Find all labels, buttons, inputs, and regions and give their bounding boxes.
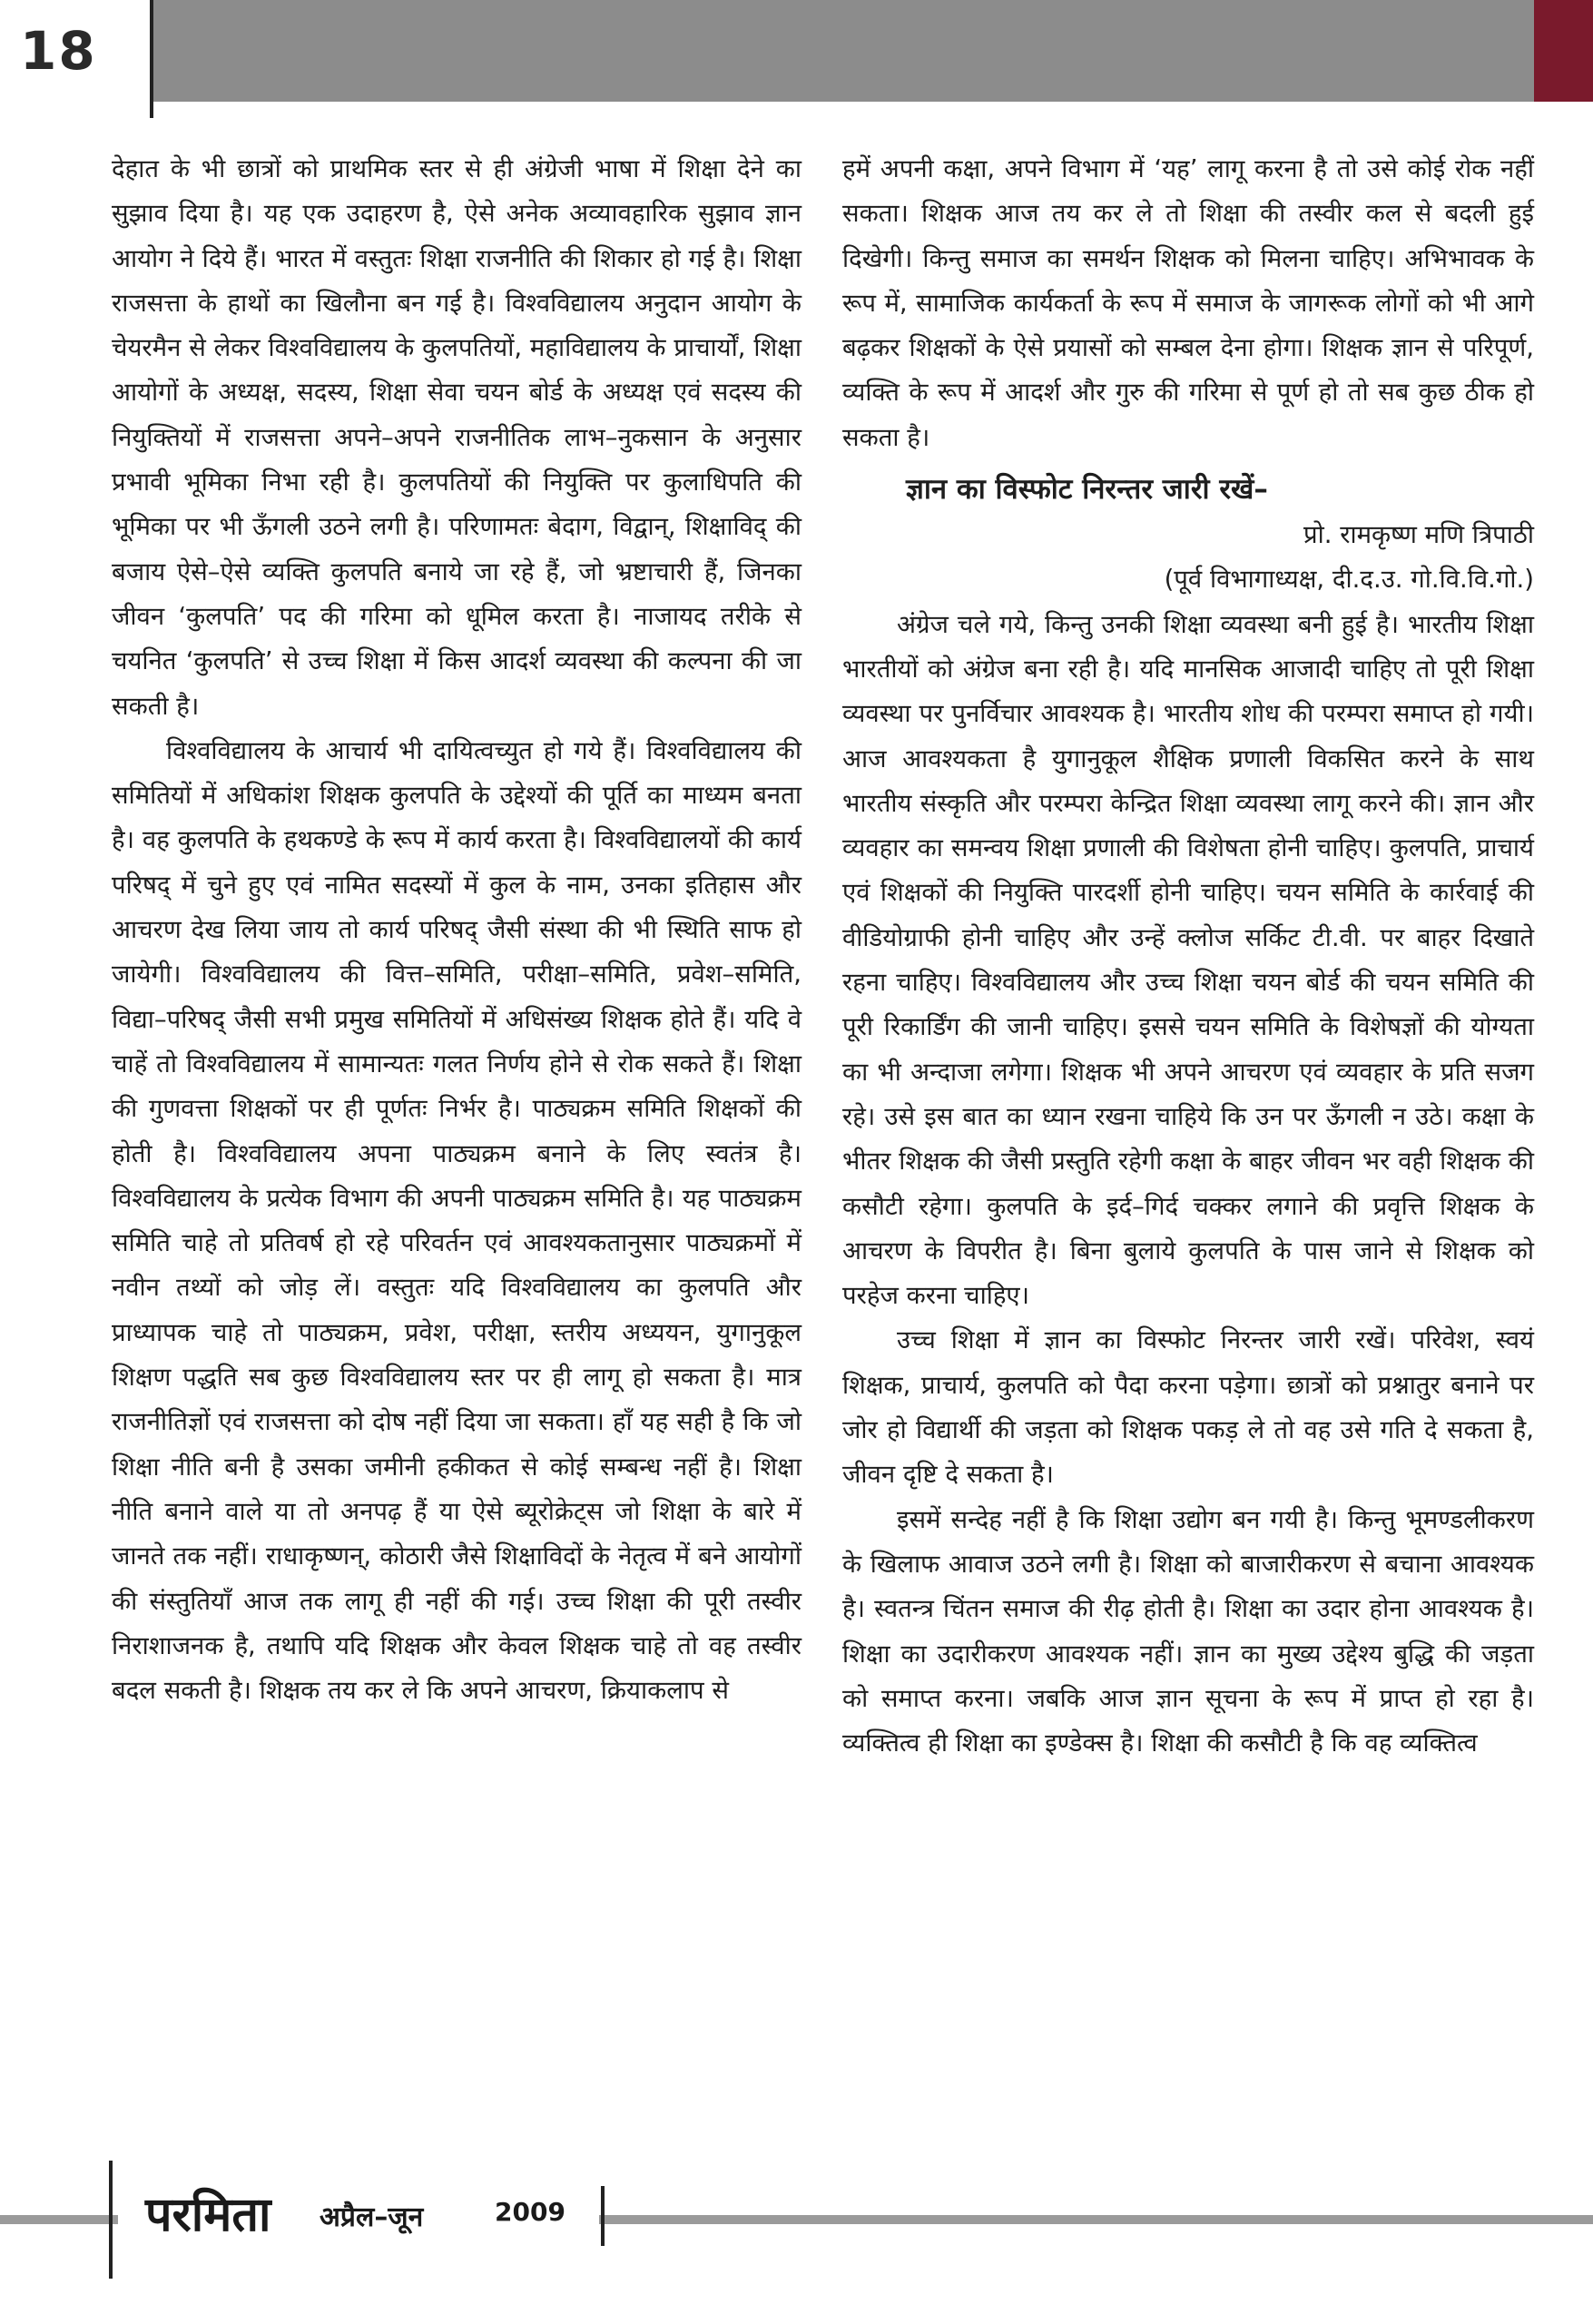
page-number-box bbox=[0, 0, 153, 118]
left-paragraph-1: देहात के भी छात्रों को प्राथमिक स्तर से ही अंग्रेजी भाषा में शिक्षा देने का सुझाव दिया है। यह एक उदाहरण है, ऐसे अनेक अव्यावहारिक सुझाव ज्ञान आयोग ने दिये हैं। भारत में वस्तुतः शिक्षा राजनीति की शिकार हो गई है। शिक्षा राजसत्ता के हाथों का खिलौना बन गई है। विश्वविद्यालय अनुदान आयोग के चेयरमैन से लेकर विश्वविद्यालय के कुलपतियों, महाविद्यालय के प्राचार्यों, शिक्षा आयोगों के अध्यक्ष, सदस्य, शिक्षा सेवा चयन बोर्ड के अध्यक्ष एवं सदस्य की नियुक्तियों में राजसत्ता अपने–अपने राजनीतिक लाभ–नुकसान के अनुसार प्रभावी भूमिका निभा रही है। कुलपतियों की नियुक्ति पर कुलाधिपति की भूमिका पर भी ऊँगली उठने लगी है। परिणामतः बेदाग, विद्वान्, शिक्षाविद् की बजाय ऐसे–ऐसे व्यक्ति कुलपति बनाये जा रहे हैं, जो भ्रष्टाचारी हैं, जिनका जीवन ‘कुलपति’ पद की गरिमा को धूमिल करता है। नाजायद तरीके से चयनित ‘कुलपति’ से उच्च शिक्षा में किस आदर्श व्यवस्था की कल्पना की जा सकती है। bbox=[112, 154, 801, 721]
left-column bbox=[112, 147, 801, 1713]
footer-left-divider bbox=[109, 2161, 113, 2279]
magazine-name: परमिता bbox=[145, 2188, 271, 2242]
right-paragraph-1: अंग्रेज चले गये, किन्तु उनकी शिक्षा व्यवस्था बनी हुई है। भारतीय शिक्षा भारतीयों को अंग्रेज बना रही है। यदि मानसिक आजादी चाहिए तो पूरी शिक्षा व्यवस्था पर पुनर्विचार आवश्यक है। भारतीय शोध की परम्परा समाप्त हो गयी। आज आवश्यकता है युगानुकूल शैक्षिक प्रणाली विकसित करने के साथ भारतीय संस्कृति और परम्परा केन्द्रित शिक्षा व्यवस्था लागू करने की। ज्ञान और व्यवहार का समन्वय शिक्षा प्रणाली की विशेषता होनी चाहिए। कुलपति, प्राचार्य एवं शिक्षकों की नियुक्ति पारदर्शी होनी चाहिए। चयन समिति के कार्रवाई की वीडियोग्राफी होनी चाहिए और उन्हें क्लोज सर्किट टी.वी. पर बाहर दिखाते रहना चाहिए। विश्वविद्यालय और उच्च शिक्षा चयन बोर्ड की चयन समिति की पूरी रिकार्डिंग की जानी चाहिए। इससे चयन समिति के विशेषज्ञों की योग्यता का भी अन्दाजा लगेगा। शिक्षक भी अपने आचरण एवं व्यवहार के प्रति सजग रहे। उसे इस बात का ध्यान रखना चाहिये कि उन पर ऊँगली न उठे। कक्षा के भीतर शिक्षक की जैसी प्रस्तुति रहेगी कक्षा के बाहर जीवन भर वही शिक्षक की कसौटी रहेगा। कुलपति के इर्द–गिर्द चक्कर लगाने की प्रवृत्ति शिक्षक के आचरण के विपरीत है। बिना बुलाये कुलपति के पास जाने से शिक्षक को परहेज करना चाहिए। bbox=[842, 609, 1534, 1311]
right-intro-paragraph: हमें अपनी कक्षा, अपने विभाग में ‘यह’ लागू करना है तो उसे कोई रोक नहीं सकता। शिक्षक आज तय कर ले तो शिक्षा की तस्वीर कल से बदली हुई दिखेगी। किन्तु समाज का समर्थन शिक्षक को मिलना चाहिए। अभिभावक के रूप में, सामाजिक कार्यकर्ता के रूप में समाज के जागरूक लोगों को भी आगे बढ़कर शिक्षकों के ऐसे प्रयासों को सम्बल देना होगा। शिक्षक ज्ञान से परिपूर्ण, व्यक्ति के रूप में आदर्श और गुरु की गरिमा से पूर्ण हो तो सब कुछ ठीक हो सकता है। bbox=[842, 154, 1534, 452]
footer-mid-divider bbox=[601, 2186, 605, 2246]
page-number: 18 bbox=[20, 20, 97, 82]
issue-year: 2009 bbox=[495, 2197, 565, 2227]
author-affiliation: (पूर्व विभागाध्यक्ष, दी.द.उ. गो.वि.वि.गो.) bbox=[1164, 565, 1534, 595]
right-column bbox=[842, 147, 1534, 1766]
section-heading: ज्ञान का विस्फोट निरन्तर जारी रखें– bbox=[906, 473, 1268, 507]
author-name: प्रो. रामकृष्ण मणि त्रिपाठी bbox=[1303, 520, 1534, 550]
left-paragraph-2: विश्वविद्यालय के आचार्य भी दायित्वच्युत हो गये हैं। विश्वविद्यालय की समितियों में अधिकांश शिक्षक कुलपति के उद्देश्यों की पूर्ति का माध्यम बनता है। वह कुलपति के हथकण्डे के रूप में कार्य करता है। विश्वविद्यालयों की कार्य परिषद् में चुने हुए एवं नामित सदस्यों में कुल के नाम, उनका इतिहास और आचरण देख लिया जाय तो कार्य परिषद् जैसी संस्था की भी स्थिति साफ हो जायेगी। विश्वविद्यालय की वित्त–समिति, परीक्षा–समिति, प्रवेश–समिति, विद्या–परिषद् जैसी सभी प्रमुख समितियों में अधिसंख्य शिक्षक होते हैं। यदि वे चाहें तो विश्वविद्यालय में सामान्यतः गलत निर्णय होने से रोक सकते हैं। शिक्षा की गुणवत्ता शिक्षकों पर ही पूर्णतः निर्भर है। पाठ्यक्रम समिति शिक्षकों की होती है। विश्वविद्यालय अपना पाठ्यक्रम बनाने के लिए स्वतंत्र है। विश्वविद्यालय के प्रत्येक विभाग की अपनी पाठ्यक्रम समिति है। यह पाठ्यक्रम समिति चाहे तो प्रतिवर्ष हो रहे परिवर्तन एवं आवश्यकतानुसार पाठ्यक्रमों में नवीन तथ्यों को जोड़ लें। वस्तुतः यदि विश्वविद्यालय का कुलपति और प्राध्यापक चाहे तो पाठ्यक्रम, प्रवेश, परीक्षा, स्तरीय अध्ययन, युगानुकूल शिक्षण पद्धति सब कुछ विश्वविद्यालय स्तर पर ही लागू हो सकता है। मात्र राजनीतिज्ञों एवं राजसत्ता को दोष नहीं दिया जा सकता। हाँ यह सही है कि जो शिक्षा नीति बनी है उसका जमीनी हकीकत से कोई सम्बन्ध नहीं है। शिक्षा नीति बनाने वाले या तो अनपढ़ हैं या ऐसे ब्यूरोक्रेट्स जो शिक्षा के बारे में जानते तक नहीं। राधाकृष्णन्, कोठारी जैसे शिक्षाविदों के नेतृत्व में बने आयोगों की संस्तुतियाँ आज तक लागू ही नहीं की गई। उच्च शिक्षा की पूरी तस्वीर निराशाजनक है, तथापि यदि शिक्षक और केवल शिक्षक चाहे तो वह तस्वीर बदल सकती है। शिक्षक तय कर ले कि अपने आचरण, क्रियाकलाप से bbox=[112, 735, 801, 1706]
right-paragraph-3: इसमें सन्देह नहीं है कि शिक्षा उद्योग बन गयी है। किन्तु भूमण्डलीकरण के खिलाफ आवाज उठने लगी है। शिक्षा को बाजारीकरण से बचाना आवश्यक है। स्वतन्त्र चिंतन समाज की रीढ़ होती है। शिक्षा का उदार होना आवश्यक है। शिक्षा का उदारीकरण आवश्यक नहीं। ज्ञान का मुख्य उद्देश्य बुद्धि की जड़ता को समाप्त करना। जबकि आज ज्ञान सूचना के रूप में प्राप्त हो रहा है। व्यक्तित्व ही शिक्षा का इण्डेक्स है। शिक्षा की कसौटी है कि वह व्यक्तित्व bbox=[842, 1504, 1534, 1758]
right-paragraph-2: उच्च शिक्षा में ज्ञान का विस्फोट निरन्तर जारी रखें। परिवेश, स्वयं शिक्षक, प्राचार्य, कुलपति को पैदा करना पड़ेगा। छात्रों को प्रश्नातुर बनाने पर जोर हो विद्यार्थी की जड़ता को शिक्षक पकड़ ले तो वह उसे गति दे सकता है, जीवन दृष्टि दे सकता है। bbox=[842, 1325, 1534, 1490]
header-band bbox=[0, 0, 1593, 102]
issue-months: अप्रैल–जून bbox=[320, 2201, 424, 2233]
header-accent-band bbox=[1534, 0, 1593, 102]
